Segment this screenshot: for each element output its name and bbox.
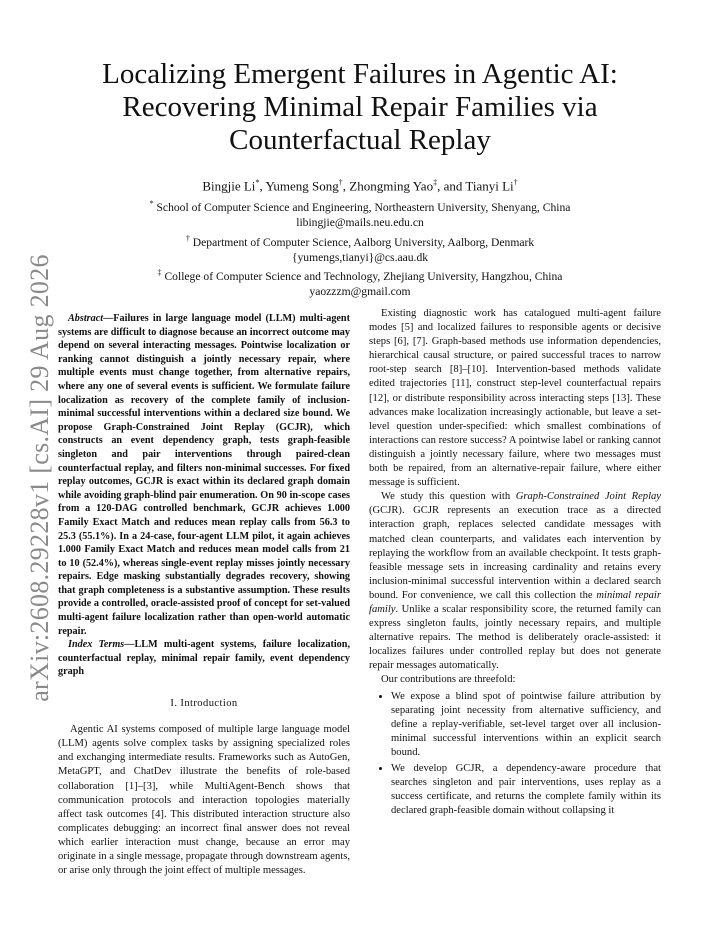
- text-run: (GCJR). GCJR represents an execution trace as a directed interaction graph, replaces selected candidate messages with matched clean counterparts, and validates each intervention by replaying the workflow from an available checkpoint. It tests graph-feasible message sets in increasing cardinality and retains every inclusion-minimal successful intervention within a declared search bound. For convenience, we call this collection the: [369, 505, 661, 601]
- author-name: Tianyi Li: [465, 178, 514, 194]
- right-column: [369, 307, 661, 820]
- affiliation-text: School of Computer Science and Engineering, Northeastern University, Shenyang, China: [156, 201, 571, 215]
- author-name: Bingjie Li: [202, 178, 256, 194]
- affiliation: [70, 196, 650, 215]
- arxiv-identifier-text: arXiv:2608.29228v1 [cs.AI] 29 Aug 2026: [25, 254, 55, 702]
- author-mark: *: [255, 178, 260, 187]
- title-line-1: Localizing Emergent Failures in Agentic AI:: [102, 58, 618, 90]
- affiliation-text: Department of Computer Science, Aalborg University, Aalborg, Denmark: [192, 235, 535, 249]
- affiliation-email: {yumengs,tianyi}@cs.aau.dk: [291, 250, 429, 264]
- text-run: We study this question with: [381, 491, 516, 503]
- title-line-2: Recovering Minimal Repair Families via: [122, 91, 598, 123]
- affiliation-mark: ‡: [157, 267, 162, 277]
- author-mark: †: [513, 178, 518, 187]
- author-block: [70, 174, 650, 299]
- index-terms-label: Index Terms: [68, 639, 125, 651]
- body-paragraph: Existing diagnostic work has catalogued multi-agent failure modes [5] and localized failures to responsible agents or decisive steps [6], [7]. Graph-based methods use information dependencies, hierarchical causal structure, or paired successful traces to narrow root-step search [8]–[10]. Intervention-based methods validate edited trajectories [11], construct step-level counterfactual repairs [12], or distribute responsibility across interacting steps [13]. These advances make localization increasingly actionable, but leave a set-level question under-specified: which smallest combinations of interactions can restore success? A pointwise label or ranking cannot distinguish a jointly necessary failure, where two messages must both be repaired, from an alternative-repair failure, where either message is sufficient.: [369, 308, 661, 489]
- abstract: [58, 312, 350, 638]
- author-mark: †: [338, 178, 343, 187]
- index-terms-text: —LLM multi-agent systems, failure localization, counterfactual replay, minimal repair family, event dependency graph: [58, 639, 350, 678]
- affiliation-text: College of Computer Science and Technology, Zhejiang University, Hangzhou, China: [164, 269, 563, 283]
- body-paragraph: Our contributions are threefold:: [381, 674, 516, 686]
- index-terms: [58, 638, 350, 679]
- author-conjunction: and: [443, 178, 466, 194]
- abstract-text: —Failures in large language model (LLM) multi-agent systems are difficult to diagnose because an incorrect outcome may depend on several interacting messages. Pointwise localization or ranking cannot distinguish a jointly necessary repair, where multiple events must change together, from alternative repairs, where any one of several events is sufficient. We formulate failure localization as recovery of the complete family of inclusion-minimal successful interventions within a declared size bound. We propose Graph-Constrained Joint Replay (GCJR), which constructs an event dependency graph, tests graph-feasible singleton and pair interventions through paired-clean counterfactual replay, and filters non-minimal successes. For fixed replay outcomes, GCJR is exact within its declared graph domain while avoiding graph-blind pair enumeration. On 90 in-scope cases from a 120-DAG controlled benchmark, GCJR achieves 1.000 Family Exact Match and reduces mean replay calls from 56.3 to 25.3 (55.1%). In a 24-case, four-agent LLM pilot, it again achieves 1.000 Family Exact Match and reduces mean model calls from 21 to 10 (52.4%), whereas single-event replay misses jointly necessary repairs. Edge masking substantially degrades recovery, showing that graph completeness is a substantive assumption. These results provide a controlled, oracle-assisted proof of concept for set-valued multi-agent failure localization rather than open-world automatic repair.: [58, 313, 350, 637]
- method-name: Graph-Constrained Joint Replay: [515, 491, 662, 503]
- list-item: • We develop GCJR, a dependency-aware procedure that searches singleton and pair interventions, uses replay as a success certificate, and returns the complete family within its declared graph-feasible domain without collapsing it: [391, 762, 661, 818]
- title-line-3: Counterfactual Replay: [229, 124, 491, 156]
- intro-paragraph: Agentic AI systems composed of multiple large language model (LLM) agents solve complex tasks by assigning specialized roles and exchanging intermediate results. Frameworks such as AutoGen, MetaGPT, and ChatDev illustrate the benefits of role-based collaboration [1]–[3], while MultiAgent-Bench shows that communication protocols and interaction topologies materially affect task outcomes [4]. This distributed interaction structure also complicates debugging: an incorrect final answer does not reveal which earlier interaction must change, because an error may originate in a single message, propagate through downstream agents, or arise only through the joint effect of multiple messages.: [58, 724, 350, 877]
- text-run: . Unlike a scalar responsibility score, the returned family can express singleton faults, jointly necessary repairs, and multiple alternative repairs. The method is deliberately oracle-assisted: it localizes failures under controlled replay but does not generate repair messages automatically.: [369, 603, 661, 672]
- author-name: Yumeng Song: [265, 178, 339, 194]
- body-paragraph: [369, 490, 661, 673]
- affiliation-mark: *: [149, 199, 154, 209]
- author-list: Bingjie Li*, Yumeng Song†, Zhongming Yao‡, and Tianyi Li†: [202, 178, 518, 194]
- affiliation-mark: †: [185, 233, 190, 243]
- affiliation-email: yaozzzm@gmail.com: [309, 284, 411, 298]
- affiliation: [70, 265, 650, 284]
- affiliation-email: libingjie@mails.neu.edu.cn: [296, 216, 424, 230]
- term-emphasis: minimal repair family: [369, 589, 661, 615]
- contributions-list: [369, 690, 661, 819]
- paper-title: [70, 58, 650, 157]
- author-mark: ‡: [433, 178, 438, 187]
- author-name: Zhongming Yao: [349, 178, 434, 194]
- left-column: [58, 312, 350, 878]
- affiliation: [70, 231, 650, 250]
- section-heading-introduction: I. Introduction: [170, 698, 238, 710]
- abstract-label: Abstract: [68, 313, 104, 324]
- list-item: • We expose a blind spot of pointwise failure attribution by separating joint necessity from alternative sufficiency, and define a replay-verifiable, set-level target over all inclusion-minimal successful interventions within an explicit search bound.: [391, 690, 661, 760]
